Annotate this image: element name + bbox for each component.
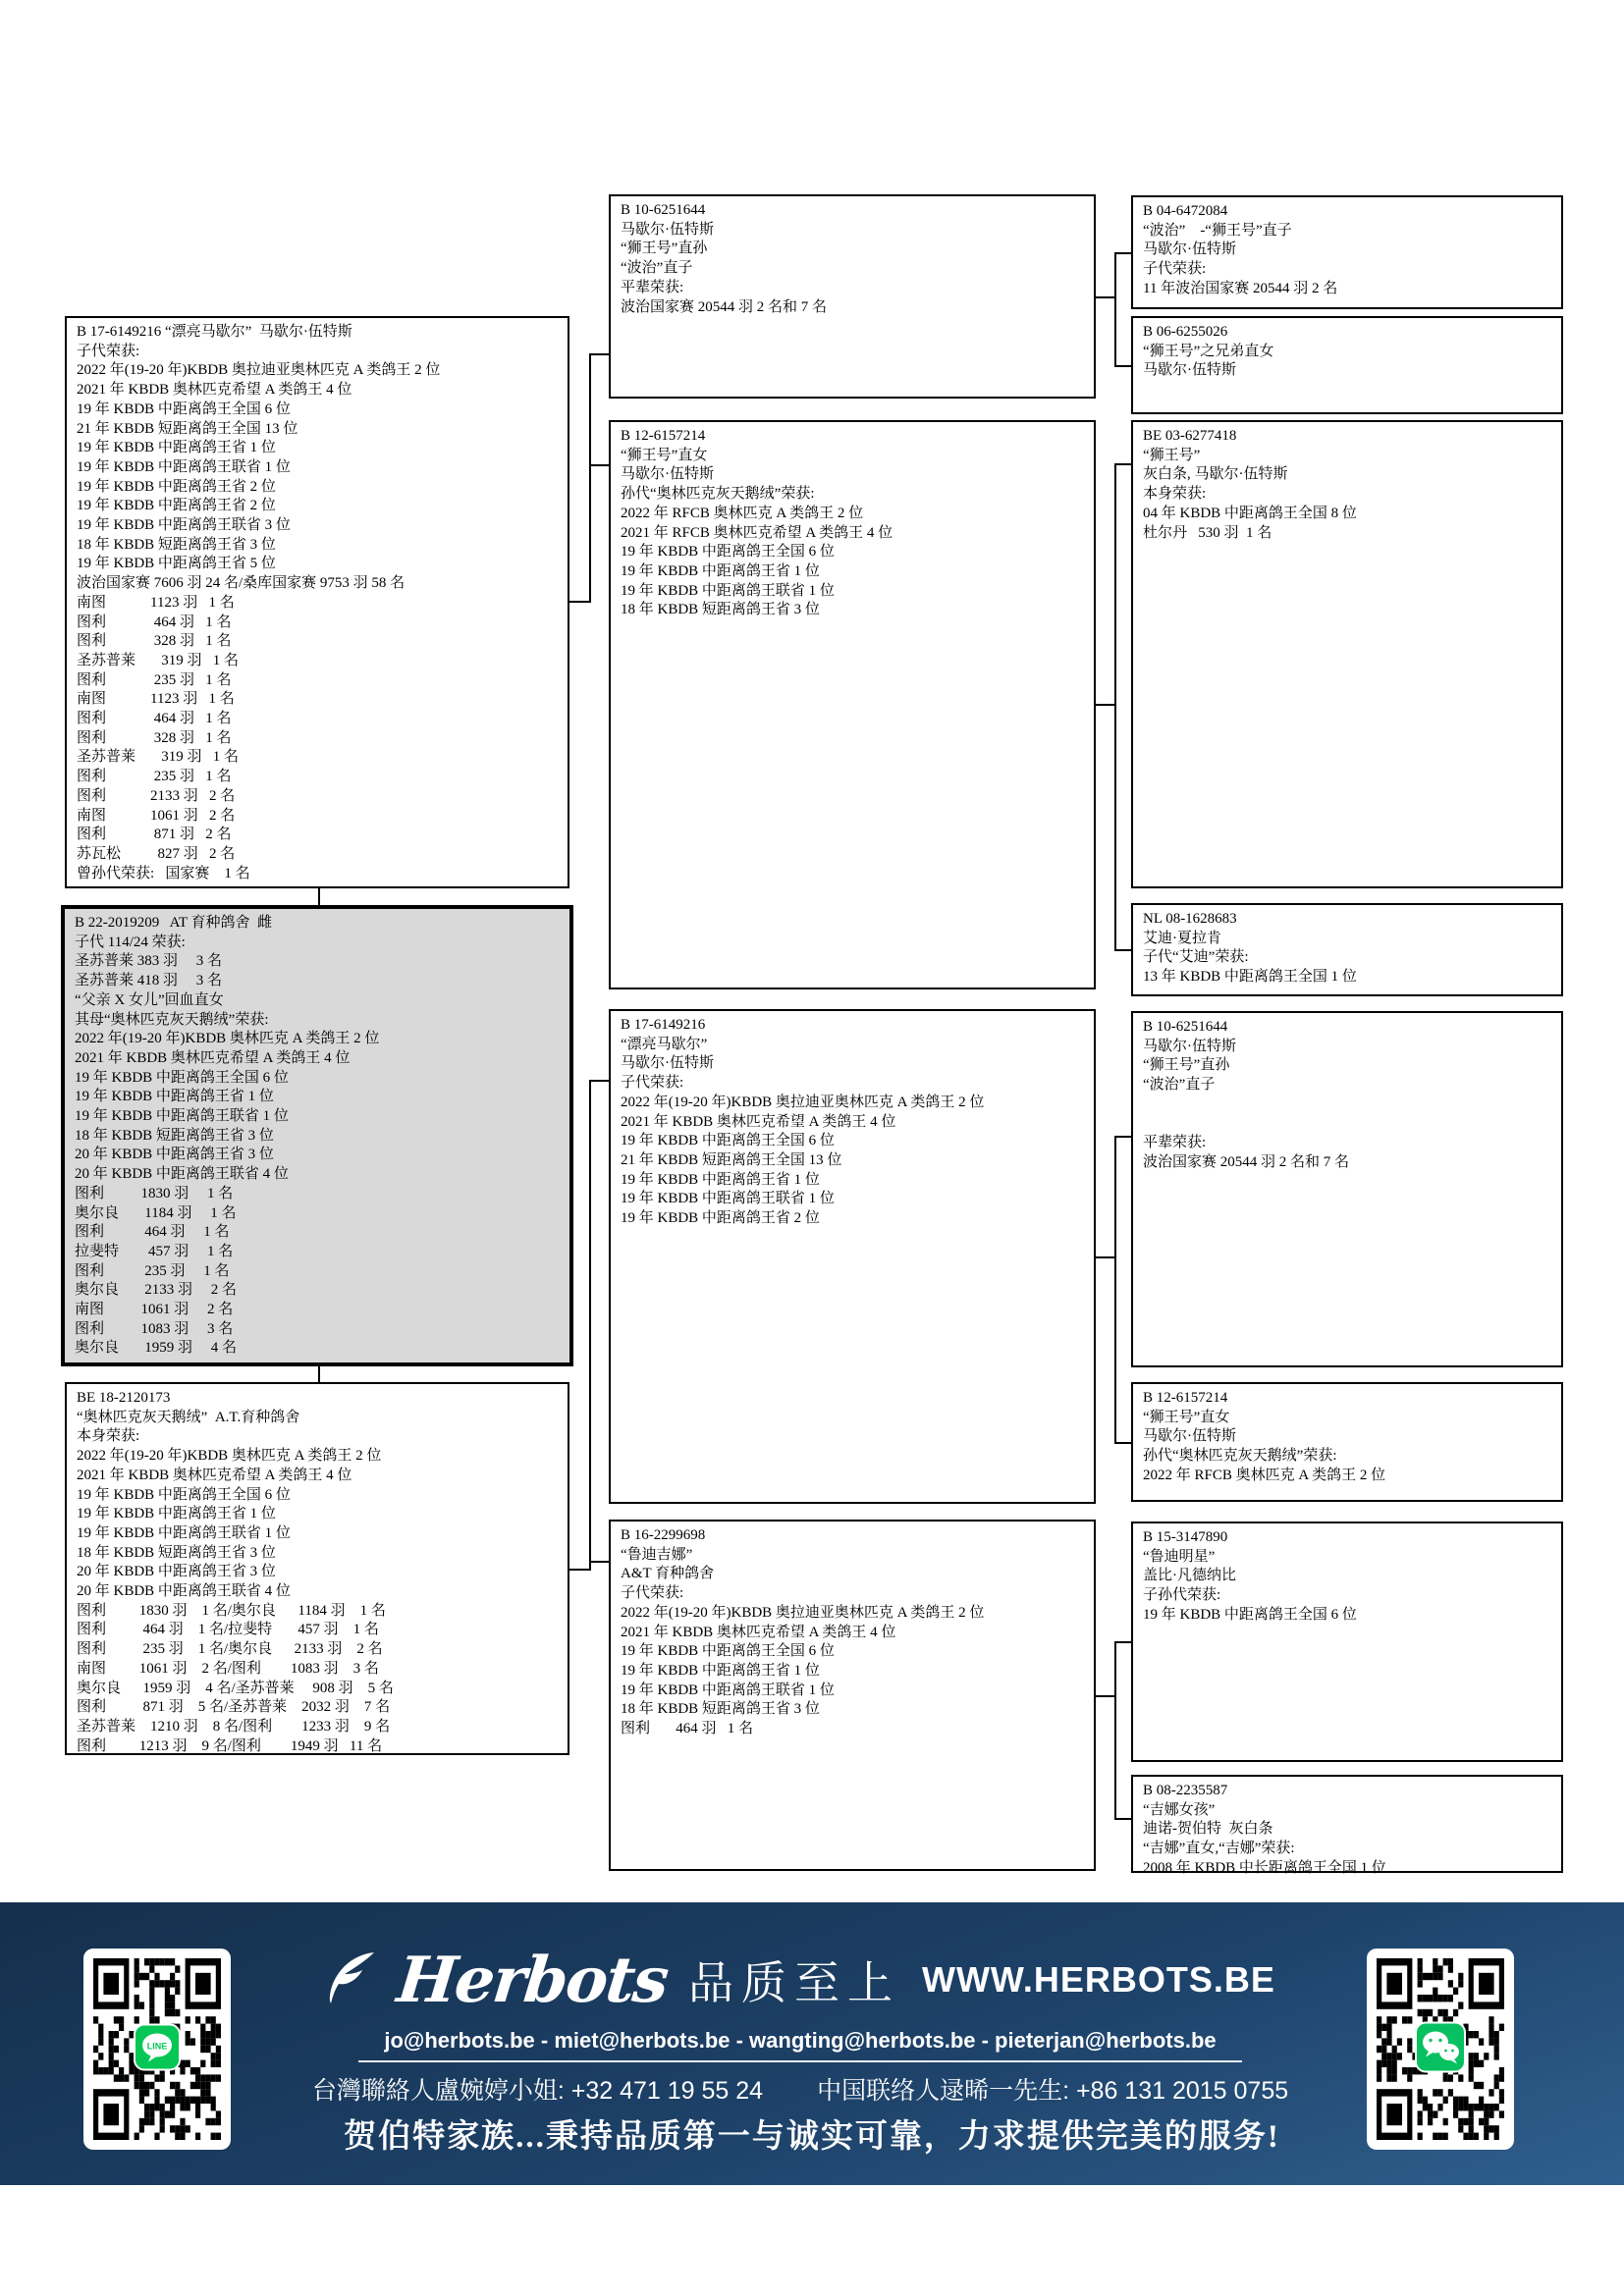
text-line: 18 年 KBDB 短距离鸽王省 3 位 — [75, 1127, 274, 1144]
text-line: 波治国家赛 20544 羽 2 名和 7 名 — [1143, 1153, 1350, 1170]
text-line: B 16-2299698 — [621, 1527, 706, 1543]
text-line: “鲁迪明星” — [1143, 1548, 1216, 1565]
text-line: 奥尔良 1959 羽 4 名/圣苏普莱 908 羽 5 名 — [77, 1680, 394, 1696]
connector-line — [1096, 1695, 1114, 1697]
text-line: 2021 年 KBDB 奥林匹克希望 A 类鸽王 4 位 — [77, 1467, 352, 1483]
text-line: “狮王号”直孙 — [621, 240, 708, 257]
text-line: 19 年 KBDB 中距离鸽王联省 1 位 — [77, 458, 291, 475]
connector-line — [589, 353, 609, 355]
text-line: 19 年 KBDB 中距离鸽王全国 6 位 — [621, 1643, 835, 1660]
text-line: 20 年 KBDB 中距离鸽王省 3 位 — [75, 1147, 274, 1163]
text-line: 21 年 KBDB 短距离鸽王全国 13 位 — [621, 1151, 842, 1168]
text-line: 苏瓦松 827 羽 2 名 — [77, 845, 236, 862]
pedigree-box-dam — [65, 1382, 569, 1755]
text-line: “狮王号”之兄弟直女 — [1143, 343, 1274, 359]
text-line: B 12-6157214 — [621, 428, 706, 444]
text-line: 18 年 KBDB 短距离鸽王省 3 位 — [621, 1701, 820, 1718]
brand-logo-text: Herbots — [394, 1943, 671, 2017]
text-line: 20 年 KBDB 中距离鸽王省 3 位 — [77, 1564, 276, 1580]
text-line: 马歇尔·伍特斯 — [621, 1055, 714, 1072]
text-line: 波治国家赛 7606 羽 24 名/桑库国家赛 9753 羽 58 名 — [77, 575, 406, 592]
pedigree-box-ggparent-4 — [1131, 903, 1563, 996]
pedigree-box-ggparent-5 — [1131, 1011, 1563, 1367]
text-line: 南图 1123 羽 1 名 — [77, 691, 235, 708]
text-line: “奥林匹克灰天鹅绒” A.T.育种鸽舍 — [77, 1409, 300, 1425]
text-line: “吉娜女孩” — [1143, 1801, 1216, 1818]
text-line: 18 年 KBDB 短距离鸽王省 3 位 — [77, 536, 276, 553]
text-line: 19 年 KBDB 中距离鸽王全国 6 位 — [77, 400, 291, 417]
connector-line — [589, 1080, 591, 1571]
text-line: 18 年 KBDB 短距离鸽王省 3 位 — [77, 1544, 276, 1561]
pedigree-box-ggparent-7 — [1131, 1522, 1563, 1762]
connector-line — [589, 353, 591, 603]
wechat-icon — [1415, 2021, 1466, 2077]
text-line: 圣苏普莱 1210 羽 8 名/图利 1233 羽 9 名 — [77, 1718, 391, 1735]
connector-line — [318, 888, 320, 906]
text-line — [1143, 1115, 1551, 1135]
text-line: 图利 464 羽 1 名 — [77, 614, 232, 630]
text-line: 19 年 KBDB 中距离鸽王省 1 位 — [77, 440, 276, 456]
text-line: 子代“艾迪”荣获: — [1143, 949, 1249, 966]
connector-line — [569, 601, 589, 603]
text-line: “狮王号”直孙 — [1143, 1057, 1230, 1074]
text-line: 子代 114/24 荣获: — [75, 934, 186, 950]
text-line: 图利 464 羽 1 名 — [621, 1721, 754, 1737]
text-line: 19 年 KBDB 中距离鸽王联省 1 位 — [621, 1191, 835, 1207]
text-line: 孙代“奥林匹克灰天鹅绒”荣获: — [621, 486, 815, 503]
text-line: 图利 464 羽 1 名 — [75, 1224, 230, 1241]
text-line: 19 年 KBDB 中距离鸽王全国 6 位 — [75, 1069, 289, 1086]
text-line: 图利 1830 羽 1 名 — [75, 1185, 234, 1201]
footer-banner — [0, 1902, 1624, 2185]
contact-taiwan: 台灣聯絡人盧婉婷小姐: +32 471 19 55 24 — [311, 2077, 764, 2105]
text-line: 图利 1830 羽 1 名/奥尔良 1184 羽 1 名 — [77, 1602, 386, 1619]
text-line: B 06-6255026 — [1143, 324, 1228, 340]
pedigree-box-ggparent-3 — [1131, 420, 1563, 888]
text-line: 2021 年 KBDB 奥林匹克希望 A 类鸽王 4 位 — [621, 1113, 896, 1130]
connector-line — [1114, 252, 1116, 367]
text-line: 2008 年 KBDB 中长距离鸽王全国 1 位 — [1143, 1859, 1386, 1876]
connector-line — [1114, 252, 1131, 254]
text-line: 2022 年(19-20 年)KBDB 奥拉迪亚奥林匹克 A 类鸽王 2 位 — [621, 1094, 985, 1110]
text-line: 圣苏普莱 418 羽 3 名 — [75, 973, 223, 989]
text-line: “父亲 X 女儿”回血直女 — [75, 991, 224, 1008]
text-line: 图利 464 羽 1 名/拉斐特 457 羽 1 名 — [77, 1622, 379, 1638]
pedigree-box-granddam-2 — [609, 1520, 1096, 1871]
connector-line — [1114, 1442, 1131, 1444]
text-line: 杜尔丹 530 羽 1 名 — [1143, 524, 1272, 541]
text-line: 图利 1083 羽 3 名 — [75, 1320, 234, 1337]
text-line: 马歇尔·伍特斯 — [621, 466, 714, 483]
connector-line — [569, 1569, 589, 1571]
text-line: 18 年 KBDB 短距离鸽王省 3 位 — [621, 602, 820, 618]
text-line: 图利 235 羽 1 名/奥尔良 2133 羽 2 名 — [77, 1641, 383, 1658]
text-line: 19 年 KBDB 中距离鸽王全国 6 位 — [77, 1486, 291, 1503]
text-line: BE 03-6277418 — [1143, 428, 1237, 444]
text-line: 19 年 KBDB 中距离鸽王省 2 位 — [621, 1210, 820, 1227]
text-line: B 10-6251644 — [621, 202, 706, 218]
text-line: 图利 464 羽 1 名 — [77, 711, 232, 727]
text-line: 2022 年(19-20 年)KBDB 奥林匹克 A 类鸽王 2 位 — [75, 1031, 380, 1047]
brand-website: WWW.HERBOTS.BE — [921, 1959, 1275, 2000]
text-line: 南图 1061 羽 2 名 — [75, 1302, 234, 1318]
text-line: 19 年 KBDB 中距离鸽王省 1 位 — [75, 1089, 274, 1105]
text-line: 子代荣获: — [621, 1075, 684, 1092]
text-line: B 15-3147890 — [1143, 1529, 1228, 1545]
text-line — [1143, 1095, 1551, 1115]
text-line: “鲁迪吉娜” — [621, 1546, 693, 1563]
text-line: 图利 1213 羽 9 名/图利 1949 羽 11 名 — [77, 1737, 383, 1754]
pedigree-box-grandsire-1 — [609, 194, 1096, 399]
text-line: 子代荣获: — [1143, 261, 1207, 278]
connector-line — [1114, 1136, 1131, 1138]
feather-icon — [325, 1949, 376, 2012]
text-line: 马歇尔·伍特斯 — [1143, 1038, 1236, 1054]
text-line: 图利 235 羽 1 名 — [77, 671, 232, 688]
text-line: 04 年 KBDB 中距离鸽王全国 8 位 — [1143, 505, 1357, 521]
email-row — [245, 2028, 1355, 2062]
text-line: “狮王号” — [1143, 447, 1201, 463]
text-line: 19 年 KBDB 中距离鸽王省 1 位 — [621, 562, 820, 579]
text-line: B 22-2019209 AT 育种鸽舍 雌 — [75, 915, 272, 931]
text-line: 迪诺-贺伯特 灰白条 — [1143, 1821, 1273, 1838]
text-line: 19 年 KBDB 中距离鸽王全国 6 位 — [621, 544, 835, 561]
text-line: B 17-6149216 “漂亮马歇尔” 马歇尔·伍特斯 — [77, 324, 352, 340]
pedigree-box-grandsire-2 — [609, 1009, 1096, 1504]
pedigree-box-ggparent-1 — [1131, 195, 1563, 309]
text-line: 马歇尔·伍特斯 — [621, 221, 714, 238]
text-line: 21 年 KBDB 短距离鸽王全国 13 位 — [77, 420, 298, 437]
text-line: 图利 328 羽 1 名 — [77, 729, 232, 746]
text-line: “漂亮马歇尔” — [621, 1036, 708, 1052]
connector-line — [1114, 949, 1131, 951]
text-line: “狮王号”直女 — [1143, 1409, 1230, 1425]
text-line: 南图 1061 羽 2 名/图利 1083 羽 3 名 — [77, 1660, 379, 1677]
text-line: BE 18-2120173 — [77, 1390, 171, 1406]
text-line: 2022 年(19-20 年)KBDB 奥拉迪亚奥林匹克 A 类鸽王 2 位 — [77, 362, 441, 379]
text-line: 平辈荣获: — [1143, 1135, 1207, 1151]
text-line: B 12-6157214 — [1143, 1390, 1228, 1406]
text-line: 本身荣获: — [77, 1428, 140, 1445]
pedigree-box-sire — [65, 316, 569, 888]
connector-line — [318, 1366, 320, 1383]
wechat-qr-code — [1367, 1949, 1514, 2150]
text-line: 曾孙代荣获: 国家赛 1 名 — [77, 865, 250, 881]
pedigree-box-ggparent-2 — [1131, 316, 1563, 414]
connector-line — [1114, 1818, 1131, 1820]
text-line: 奥尔良 1959 羽 4 名 — [75, 1340, 238, 1357]
text-line: 19 年 KBDB 中距离鸽王联省 3 位 — [77, 517, 291, 534]
text-line: 孙代“奥林匹克灰天鹅绒”荣获: — [1143, 1448, 1337, 1465]
connector-line — [1096, 704, 1114, 706]
text-line: 19 年 KBDB 中距离鸽王联省 1 位 — [75, 1108, 289, 1125]
text-line: 19 年 KBDB 中距离鸽王联省 1 位 — [621, 582, 835, 599]
text-line: 19 年 KBDB 中距离鸽王省 1 位 — [77, 1506, 276, 1522]
text-line: B 10-6251644 — [1143, 1019, 1228, 1035]
text-line: 南图 1123 羽 1 名 — [77, 594, 235, 611]
text-line: 19 年 KBDB 中距离鸽王省 2 位 — [77, 478, 276, 495]
text-line: 图利 2133 羽 2 名 — [77, 787, 236, 804]
svg-text:LINE: LINE — [146, 2041, 168, 2051]
text-line: 拉斐特 457 羽 1 名 — [75, 1243, 234, 1259]
connector-line — [1114, 1641, 1131, 1643]
text-line: 19 年 KBDB 中距离鸽王联省 1 位 — [621, 1682, 835, 1698]
pedigree-box-subject — [61, 905, 573, 1366]
text-line: 马歇尔·伍特斯 — [1143, 1428, 1236, 1445]
text-line: 图利 235 羽 1 名 — [75, 1262, 230, 1279]
text-line: 19 年 KBDB 中距离鸽王全国 6 位 — [1143, 1606, 1357, 1623]
connector-line — [1114, 365, 1131, 367]
text-line: 灰白条, 马歇尔·伍特斯 — [1143, 466, 1288, 483]
slogan-text: 贺伯特家族...秉持品质第一与诚实可靠，力求提供完美的服务! — [344, 2119, 1280, 2155]
connector-line — [589, 1561, 609, 1563]
text-line: B 17-6149216 — [621, 1017, 706, 1033]
text-line: 盖比·凡德纳比 — [1143, 1568, 1236, 1584]
text-line: 子孙代荣获: — [1143, 1587, 1221, 1604]
text-line: 南图 1061 羽 2 名 — [77, 807, 236, 824]
text-line: 圣苏普莱 319 羽 1 名 — [77, 652, 240, 668]
connector-line — [1096, 1256, 1114, 1258]
text-line: 马歇尔·伍特斯 — [1143, 362, 1236, 379]
connector-line — [1114, 1641, 1116, 1820]
text-line: 19 年 KBDB 中距离鸽王省 1 位 — [621, 1171, 820, 1188]
text-line: 19 年 KBDB 中距离鸽王省 5 位 — [77, 556, 276, 572]
connector-line — [589, 1080, 609, 1082]
text-line: A&T 育种鸽舍 — [621, 1566, 715, 1582]
text-line: “狮王号”直女 — [621, 447, 708, 463]
text-line: 20 年 KBDB 中距离鸽王联省 4 位 — [77, 1583, 291, 1600]
text-line: 2021 年 KBDB 奥林匹克希望 A 类鸽王 4 位 — [621, 1624, 896, 1640]
text-line: “吉娜”直女,“吉娜”荣获: — [1143, 1841, 1295, 1857]
text-line: 艾迪·夏拉肯 — [1143, 930, 1221, 946]
pedigree-box-granddam-1 — [609, 420, 1096, 989]
email-addresses: jo@herbots.be - miet@herbots.be - wangting@herbots.be - pieterjan@herbots.be — [358, 2028, 1241, 2062]
connector-line — [589, 464, 609, 466]
text-line: B 08-2235587 — [1143, 1783, 1228, 1798]
text-line: 图利 328 羽 1 名 — [77, 633, 232, 650]
text-line: 波治国家赛 20544 羽 2 名和 7 名 — [621, 298, 828, 315]
connector-line — [1114, 463, 1131, 465]
text-line: “波治” -“狮王号”直子 — [1143, 222, 1292, 239]
text-line: 圣苏普莱 383 羽 3 名 — [75, 953, 223, 970]
text-line: “波治”直子 — [621, 260, 693, 277]
text-line: 子代荣获: — [621, 1585, 684, 1602]
text-line: 13 年 KBDB 中距离鸽王全国 1 位 — [1143, 969, 1357, 986]
text-line: 11 年波治国家赛 20544 羽 2 名 — [1143, 280, 1338, 296]
connector-line — [1114, 1136, 1116, 1444]
text-line: “波治”直子 — [1143, 1077, 1216, 1094]
text-line: 2022 年 RFCB 奥林匹克 A 类鸽王 2 位 — [621, 505, 864, 521]
text-line: 图利 871 羽 2 名 — [77, 827, 232, 843]
contact-china: 中国联络人逯晞一先生: +86 131 2015 0755 — [817, 2077, 1289, 2105]
connector-line — [1096, 296, 1114, 298]
text-line: 19 年 KBDB 中距离鸽王省 2 位 — [77, 498, 276, 514]
text-line: 2021 年 RFCB 奥林匹克希望 A 类鸽王 4 位 — [621, 524, 893, 541]
text-line: B 04-6472084 — [1143, 203, 1228, 219]
text-line: NL 08-1628683 — [1143, 911, 1237, 927]
brand-row — [245, 1940, 1355, 2020]
text-line: 平辈荣获: — [621, 279, 684, 295]
text-line: 2022 年(19-20 年)KBDB 奥拉迪亚奥林匹克 A 类鸽王 2 位 — [621, 1604, 985, 1621]
text-line: 圣苏普莱 319 羽 1 名 — [77, 749, 240, 766]
text-line: 图利 235 羽 1 名 — [77, 769, 232, 785]
text-line: 19 年 KBDB 中距离鸽王省 1 位 — [621, 1662, 820, 1679]
text-line: 奥尔良 2133 羽 2 名 — [75, 1282, 238, 1299]
line-icon — [134, 2023, 181, 2075]
text-line: 本身荣获: — [1143, 486, 1207, 503]
text-line: 2021 年 KBDB 奥林匹克希望 A 类鸽王 4 位 — [75, 1049, 351, 1066]
text-line: 2022 年 RFCB 奥林匹克 A 类鸽王 2 位 — [1143, 1467, 1386, 1483]
text-line: 其母“奥林匹克灰天鹅绒”荣获: — [75, 1011, 269, 1028]
text-line: 2021 年 KBDB 奥林匹克希望 A 类鸽王 4 位 — [77, 382, 352, 399]
pedigree-box-ggparent-6 — [1131, 1382, 1563, 1502]
text-line: 19 年 KBDB 中距离鸽王全国 6 位 — [621, 1133, 835, 1149]
text-line: 奥尔良 1184 羽 1 名 — [75, 1204, 237, 1221]
contact-row — [245, 2071, 1355, 2107]
pedigree-box-ggparent-8 — [1131, 1775, 1563, 1876]
text-line: 子代荣获: — [77, 343, 140, 359]
text-line: 20 年 KBDB 中距离鸽王联省 4 位 — [75, 1166, 289, 1183]
brand-tagline-cn: 品质至上 — [687, 1958, 900, 2008]
text-line: 19 年 KBDB 中距离鸽王联省 1 位 — [77, 1524, 291, 1541]
text-line: 马歇尔·伍特斯 — [1143, 241, 1236, 258]
text-line: 图利 871 羽 5 名/圣苏普莱 2032 羽 7 名 — [77, 1699, 391, 1716]
text-line: 2022 年(19-20 年)KBDB 奥林匹克 A 类鸽王 2 位 — [77, 1448, 382, 1465]
connector-line — [1114, 463, 1116, 951]
